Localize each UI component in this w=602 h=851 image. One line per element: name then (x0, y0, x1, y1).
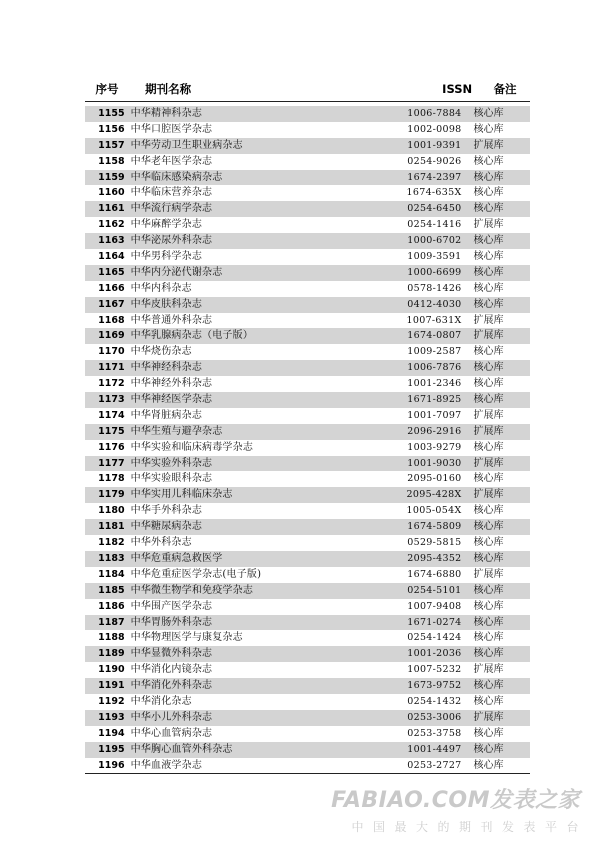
journal-name: 中华内分泌代谢杂志 (130, 266, 223, 278)
table-row (85, 646, 530, 662)
table-row (85, 249, 530, 265)
library-cell: 扩展库 (473, 330, 504, 342)
table-row (85, 122, 530, 138)
table-row (85, 503, 530, 519)
library-cell: 扩展库 (473, 219, 504, 231)
library-cell: 核心库 (473, 362, 504, 374)
issn-cell: 1002-0098 (407, 123, 462, 135)
issn-cell: 1001-2036 (407, 648, 462, 660)
issn-cell: 1001-9391 (407, 139, 462, 151)
journal-name: 中华普通外科杂志 (130, 314, 213, 326)
journal-name: 中华流行病学杂志 (130, 203, 213, 215)
journal-name: 中华老年医学杂志 (130, 155, 213, 167)
journal-name: 中华泌尿外科杂志 (130, 235, 213, 247)
row-number: 1196 (98, 759, 125, 771)
journal-name: 中华实验眼科杂志 (130, 473, 213, 485)
issn-cell: 1009-3591 (407, 251, 462, 263)
row-number: 1156 (98, 123, 125, 135)
issn-cell: 1006-7884 (407, 108, 462, 119)
row-number: 1164 (98, 251, 125, 263)
table-row (85, 471, 530, 487)
row-number: 1178 (98, 473, 125, 485)
journal-name: 中华血液学杂志 (130, 759, 203, 771)
issn-cell: 0578-1426 (407, 282, 462, 294)
table-row (85, 344, 530, 360)
table-row (85, 170, 530, 186)
table-row (85, 376, 530, 392)
journal-name: 中华小儿外科杂志 (130, 711, 213, 723)
issn-cell: 1674-6880 (407, 568, 462, 580)
issn-cell: 0254-1416 (407, 219, 462, 231)
journal-name: 中华危重症医学杂志(电子版) (130, 568, 262, 580)
library-cell: 扩展库 (473, 409, 504, 421)
table-row (85, 217, 530, 233)
issn-cell: 1007-9408 (407, 600, 462, 612)
table-row (85, 630, 530, 646)
library-cell: 核心库 (473, 680, 504, 692)
table-row (85, 519, 530, 535)
header-issn: ISSN (442, 81, 473, 96)
row-number: 1157 (98, 139, 125, 151)
row-number: 1194 (98, 727, 125, 739)
row-number: 1176 (98, 441, 125, 453)
table-row (85, 599, 530, 615)
row-number: 1166 (98, 282, 125, 294)
library-cell: 核心库 (473, 616, 504, 628)
table-body (85, 106, 530, 774)
issn-cell: 0253-3758 (407, 727, 462, 739)
journal-name: 中华实验外科杂志 (130, 457, 213, 469)
issn-cell: 1674-5809 (407, 521, 462, 533)
table-row (85, 694, 530, 710)
table-row (85, 106, 530, 122)
issn-cell: 1671-0274 (407, 616, 462, 628)
journal-name: 中华围产医学杂志 (130, 600, 213, 612)
row-number: 1193 (98, 711, 125, 723)
journal-name: 中华内科杂志 (130, 282, 192, 294)
journal-name: 中华精神科杂志 (130, 108, 203, 119)
table-row (85, 567, 530, 583)
table-row (85, 726, 530, 742)
table-row (85, 440, 530, 456)
row-number: 1179 (98, 489, 125, 501)
library-cell: 扩展库 (473, 457, 504, 469)
library-cell: 核心库 (473, 282, 504, 294)
row-number: 1163 (98, 235, 125, 247)
row-number: 1167 (98, 298, 125, 310)
issn-cell: 2095-0160 (407, 473, 462, 485)
journal-name: 中华糖尿病杂志 (130, 521, 203, 533)
library-cell: 核心库 (473, 187, 504, 199)
table-row (85, 265, 530, 281)
journal-name: 中华神经科杂志 (130, 362, 203, 374)
row-number: 1187 (98, 616, 125, 628)
journal-name: 中华消化外科杂志 (130, 680, 213, 692)
journal-name: 中华消化内镜杂志 (130, 664, 213, 676)
table-row (85, 742, 530, 758)
row-number: 1170 (98, 346, 125, 358)
header-name: 期刊名称 (145, 81, 192, 96)
library-cell: 核心库 (473, 155, 504, 167)
issn-cell: 0254-1432 (407, 695, 462, 707)
table-row (85, 297, 530, 313)
row-number: 1192 (98, 695, 125, 707)
row-number: 1161 (98, 203, 125, 215)
row-number: 1181 (98, 521, 125, 533)
journal-name: 中华肾脏病杂志 (130, 409, 203, 421)
library-cell: 扩展库 (473, 664, 504, 676)
journal-name: 中华微生物学和免疫学杂志 (130, 584, 254, 596)
issn-cell: 0254-6450 (407, 203, 462, 215)
journal-name: 中华物理医学与康复杂志 (130, 632, 243, 644)
issn-cell: 1000-6699 (407, 266, 462, 278)
issn-cell: 1000-6702 (407, 235, 462, 247)
library-cell: 核心库 (473, 505, 504, 517)
issn-cell: 1671-8925 (407, 394, 462, 406)
journal-name: 中华劳动卫生职业病杂志 (130, 139, 243, 151)
row-number: 1177 (98, 457, 125, 469)
library-cell: 核心库 (473, 394, 504, 406)
issn-cell: 1673-9752 (407, 680, 462, 692)
row-number: 1195 (98, 743, 125, 755)
journal-name: 中华危重病急救医学 (130, 552, 223, 564)
table-row (85, 360, 530, 376)
issn-cell: 1001-9030 (407, 457, 462, 469)
journal-name: 中华实验和临床病毒学杂志 (130, 441, 254, 453)
library-cell: 核心库 (473, 298, 504, 310)
issn-cell: 1009-2587 (407, 346, 462, 358)
table-row (85, 281, 530, 297)
library-cell: 扩展库 (473, 711, 504, 723)
row-number: 1172 (98, 378, 125, 390)
row-number: 1165 (98, 266, 125, 278)
table-header (85, 76, 530, 102)
issn-cell: 0253-3006 (407, 711, 462, 723)
journal-name: 中华麻醉学杂志 (130, 219, 203, 231)
journal-name: 中华烧伤杂志 (130, 346, 192, 358)
issn-cell: 1001-2346 (407, 378, 462, 390)
library-cell: 核心库 (473, 743, 504, 755)
table-row (85, 424, 530, 440)
row-number: 1171 (98, 362, 125, 374)
row-number: 1173 (98, 394, 125, 406)
library-cell: 核心库 (473, 537, 504, 549)
row-number: 1169 (98, 330, 125, 342)
table-row (85, 678, 530, 694)
library-cell: 核心库 (473, 584, 504, 596)
journal-name: 中华实用儿科临床杂志 (130, 489, 233, 501)
journal-name: 中华临床营养杂志 (130, 187, 213, 199)
row-number: 1189 (98, 648, 125, 660)
library-cell: 核心库 (473, 521, 504, 533)
journal-name: 中华心血管病杂志 (130, 727, 213, 739)
journal-name: 中华男科学杂志 (130, 251, 203, 263)
library-cell: 核心库 (473, 441, 504, 453)
row-number: 1180 (98, 505, 125, 517)
library-cell: 核心库 (473, 552, 504, 564)
library-cell: 核心库 (473, 203, 504, 215)
table-row (85, 233, 530, 249)
table-row (85, 456, 530, 472)
issn-cell: 0254-9026 (407, 155, 462, 167)
table-row (85, 487, 530, 503)
issn-cell: 0412-4030 (407, 298, 462, 310)
library-cell: 核心库 (473, 473, 504, 485)
header-note: 备注 (493, 81, 517, 96)
table-row (85, 583, 530, 599)
row-number: 1174 (98, 409, 125, 421)
library-cell: 扩展库 (473, 314, 504, 326)
journal-table (85, 76, 530, 774)
issn-cell: 1007-631X (406, 314, 462, 326)
library-cell: 核心库 (473, 648, 504, 660)
row-number: 1188 (98, 632, 125, 644)
journal-name: 中华乳腺病杂志（电子版） (130, 330, 254, 342)
issn-cell: 1001-4497 (407, 743, 462, 755)
journal-name: 中华口腔医学杂志 (130, 123, 213, 135)
issn-cell: 0254-1424 (407, 632, 462, 644)
watermark-logo: FABIAO.COM发表之家 (331, 788, 580, 813)
row-number: 1184 (98, 568, 125, 580)
library-cell: 核心库 (473, 235, 504, 247)
library-cell: 核心库 (473, 378, 504, 390)
row-number: 1168 (98, 314, 125, 326)
journal-name: 中华手外科杂志 (130, 505, 203, 517)
issn-cell: 1674-635X (406, 187, 462, 199)
issn-cell: 1674-0807 (407, 330, 462, 342)
journal-name: 中华胸心血管外科杂志 (130, 743, 233, 755)
library-cell: 核心库 (473, 727, 504, 739)
row-number: 1186 (98, 600, 125, 612)
table-row (85, 535, 530, 551)
table-row (85, 551, 530, 567)
library-cell: 核心库 (473, 759, 504, 771)
row-number: 1185 (98, 584, 125, 596)
library-cell: 扩展库 (473, 489, 504, 501)
library-cell: 核心库 (473, 251, 504, 263)
issn-cell: 2095-428X (406, 489, 462, 501)
table-row (85, 662, 530, 678)
row-number: 1160 (98, 187, 125, 199)
journal-name: 中华外科杂志 (130, 537, 192, 549)
journal-name: 中华神经外科杂志 (130, 378, 213, 390)
table-row (85, 710, 530, 726)
row-number: 1183 (98, 552, 125, 564)
row-number: 1162 (98, 219, 125, 231)
table-row (85, 408, 530, 424)
watermark-slogan: 中国最大的期刊发表平台 (351, 820, 588, 834)
issn-cell: 2095-4352 (407, 552, 462, 564)
issn-cell: 0529-5815 (407, 537, 462, 549)
table-row (85, 313, 530, 329)
table-row (85, 185, 530, 201)
watermark (331, 783, 588, 835)
row-number: 1182 (98, 537, 125, 549)
issn-cell: 1006-7876 (407, 362, 462, 374)
table-row (85, 615, 530, 631)
issn-cell: 0253-2727 (407, 759, 462, 771)
issn-cell: 1007-5232 (407, 664, 462, 676)
issn-cell: 1005-054X (406, 505, 462, 517)
table-row (85, 392, 530, 408)
library-cell: 核心库 (473, 632, 504, 644)
library-cell: 扩展库 (473, 568, 504, 580)
issn-cell: 0254-5101 (407, 584, 462, 596)
library-cell: 核心库 (473, 123, 504, 135)
journal-name: 中华生殖与避孕杂志 (130, 425, 223, 437)
row-number: 1159 (98, 171, 125, 183)
library-cell: 扩展库 (473, 139, 504, 151)
library-cell: 核心库 (473, 108, 504, 119)
row-number: 1155 (98, 108, 125, 119)
library-cell: 核心库 (473, 171, 504, 183)
issn-cell: 1674-2397 (407, 171, 462, 183)
journal-name: 中华胃肠外科杂志 (130, 616, 213, 628)
table-row (85, 201, 530, 217)
table-row (85, 758, 530, 774)
header-no: 序号 (95, 81, 119, 96)
journal-name: 中华临床感染病杂志 (130, 171, 223, 183)
table-row (85, 138, 530, 154)
journal-name: 中华神经医学杂志 (130, 394, 213, 406)
row-number: 1175 (98, 425, 125, 437)
library-cell: 核心库 (473, 266, 504, 278)
journal-name: 中华消化杂志 (130, 695, 192, 707)
issn-cell: 2096-2916 (407, 425, 462, 437)
library-cell: 扩展库 (473, 425, 504, 437)
row-number: 1191 (98, 680, 125, 692)
issn-cell: 1001-7097 (407, 409, 462, 421)
row-number: 1190 (98, 664, 125, 676)
table-row (85, 154, 530, 170)
library-cell: 核心库 (473, 695, 504, 707)
journal-name: 中华皮肤科杂志 (130, 298, 203, 310)
library-cell: 核心库 (473, 346, 504, 358)
library-cell: 核心库 (473, 600, 504, 612)
journal-name: 中华显微外科杂志 (130, 648, 213, 660)
table-row (85, 328, 530, 344)
row-number: 1158 (98, 155, 125, 167)
issn-cell: 1003-9279 (407, 441, 462, 453)
